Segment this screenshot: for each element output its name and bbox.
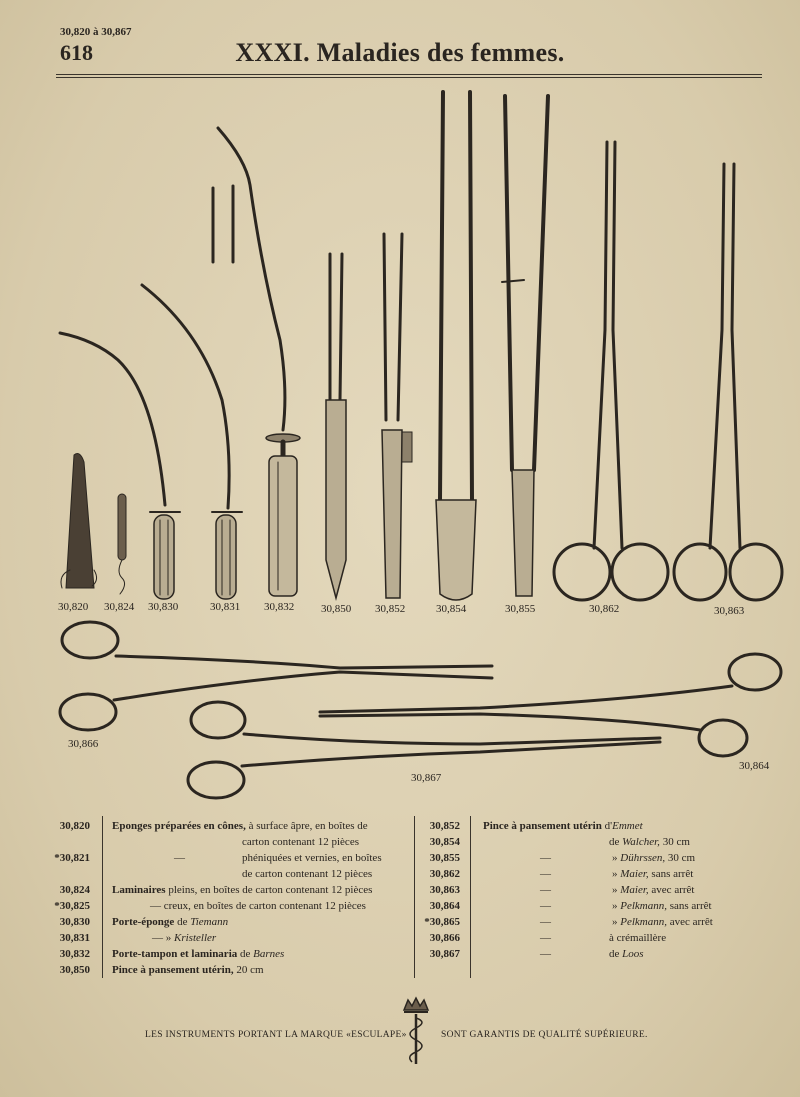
uterine-forceps-850-icon bbox=[326, 254, 346, 598]
fig-label: 30,862 bbox=[589, 603, 620, 615]
list-item: 30,850 Pince à pansement utérin, 20 cm bbox=[59, 964, 264, 976]
list-item: 30,855 — » Dührssen, 30 cm bbox=[429, 852, 696, 864]
page-number: 618 bbox=[60, 40, 93, 65]
sponge-cone-icon bbox=[61, 454, 97, 588]
uterine-forceps-walcher-icon bbox=[436, 92, 476, 600]
list-item: *30,865 — » Pelkmann, avec arrêt bbox=[424, 916, 713, 928]
list-item: 30,866 — à crémaillère bbox=[429, 932, 667, 944]
list-item: 30,824 Laminaires pleins, en boîtes de carton contenant 12 pièces bbox=[59, 884, 373, 896]
list-item: 30,864 — » Pelkmann, sans arrêt bbox=[429, 900, 712, 912]
list-item: 30,862 — » Maier, sans arrêt bbox=[429, 868, 694, 880]
list-item: carton contenant 12 pièces bbox=[242, 836, 359, 848]
item-range: 30,820 à 30,867 bbox=[60, 26, 132, 38]
pin-pair-icon bbox=[213, 186, 233, 262]
fig-label: 30,863 bbox=[714, 605, 745, 617]
list-item: *30,825 — creux, en boîtes de carton contenant 12 pièces bbox=[54, 900, 366, 912]
right-item-list bbox=[400, 818, 760, 962]
fig-label: 30,852 bbox=[375, 603, 406, 615]
scissor-forceps-maier-lock-icon bbox=[674, 164, 782, 600]
fig-label: 30,820 bbox=[58, 601, 89, 613]
left-item-list bbox=[30, 818, 410, 978]
list-item: 30,820 Eponges préparées en cônes, à surface âpre, en boîtes de bbox=[59, 820, 368, 832]
fig-label: 30,867 bbox=[411, 772, 442, 784]
fig-label: 30,832 bbox=[264, 601, 295, 613]
fig-label: 30,831 bbox=[210, 601, 241, 613]
uterine-forceps-duhrssen-icon bbox=[502, 96, 548, 596]
list-item: 30,830 Porte-éponge de Tiemann bbox=[59, 916, 229, 928]
list-item: *30,821 — phéniquées et vernies, en boîtes bbox=[54, 852, 382, 864]
footer-right: SONT GARANTIS DE QUALITÉ SUPÉRIEURE. bbox=[441, 1030, 648, 1040]
list-item: de carton contenant 12 pièces bbox=[242, 868, 373, 880]
fig-label: 30,855 bbox=[505, 603, 536, 615]
scissor-forceps-maier-icon bbox=[554, 142, 668, 600]
fig-label: 30,830 bbox=[148, 601, 179, 613]
column-divider bbox=[102, 816, 103, 978]
fig-label: 30,864 bbox=[739, 760, 770, 772]
list-item: 30,867 — de Loos bbox=[429, 948, 644, 960]
uterine-forceps-emmet-icon bbox=[382, 234, 412, 598]
page-title: XXXI. Maladies des femmes. bbox=[235, 38, 565, 67]
list-item: 30,832 Porte-tampon et laminaria de Barnes bbox=[59, 948, 285, 960]
fig-label: 30,854 bbox=[436, 603, 467, 615]
list-item: 30,852 Pince à pansement utérin d'Emmet bbox=[429, 820, 643, 832]
list-item: 30,863 — » Maier, avec arrêt bbox=[429, 884, 695, 896]
list-item: 30,831 — » Kristeller bbox=[59, 932, 217, 944]
fig-label: 30,866 bbox=[68, 738, 99, 750]
laminaria-icon bbox=[118, 494, 126, 594]
fig-label: 30,824 bbox=[104, 601, 135, 613]
list-item: 30,854 de Walcher, 30 cm bbox=[429, 836, 690, 848]
fig-label: 30,850 bbox=[321, 603, 352, 615]
footer-left: LES INSTRUMENTS PORTANT LA MARQUE «ESCULAPE» bbox=[145, 1030, 407, 1040]
